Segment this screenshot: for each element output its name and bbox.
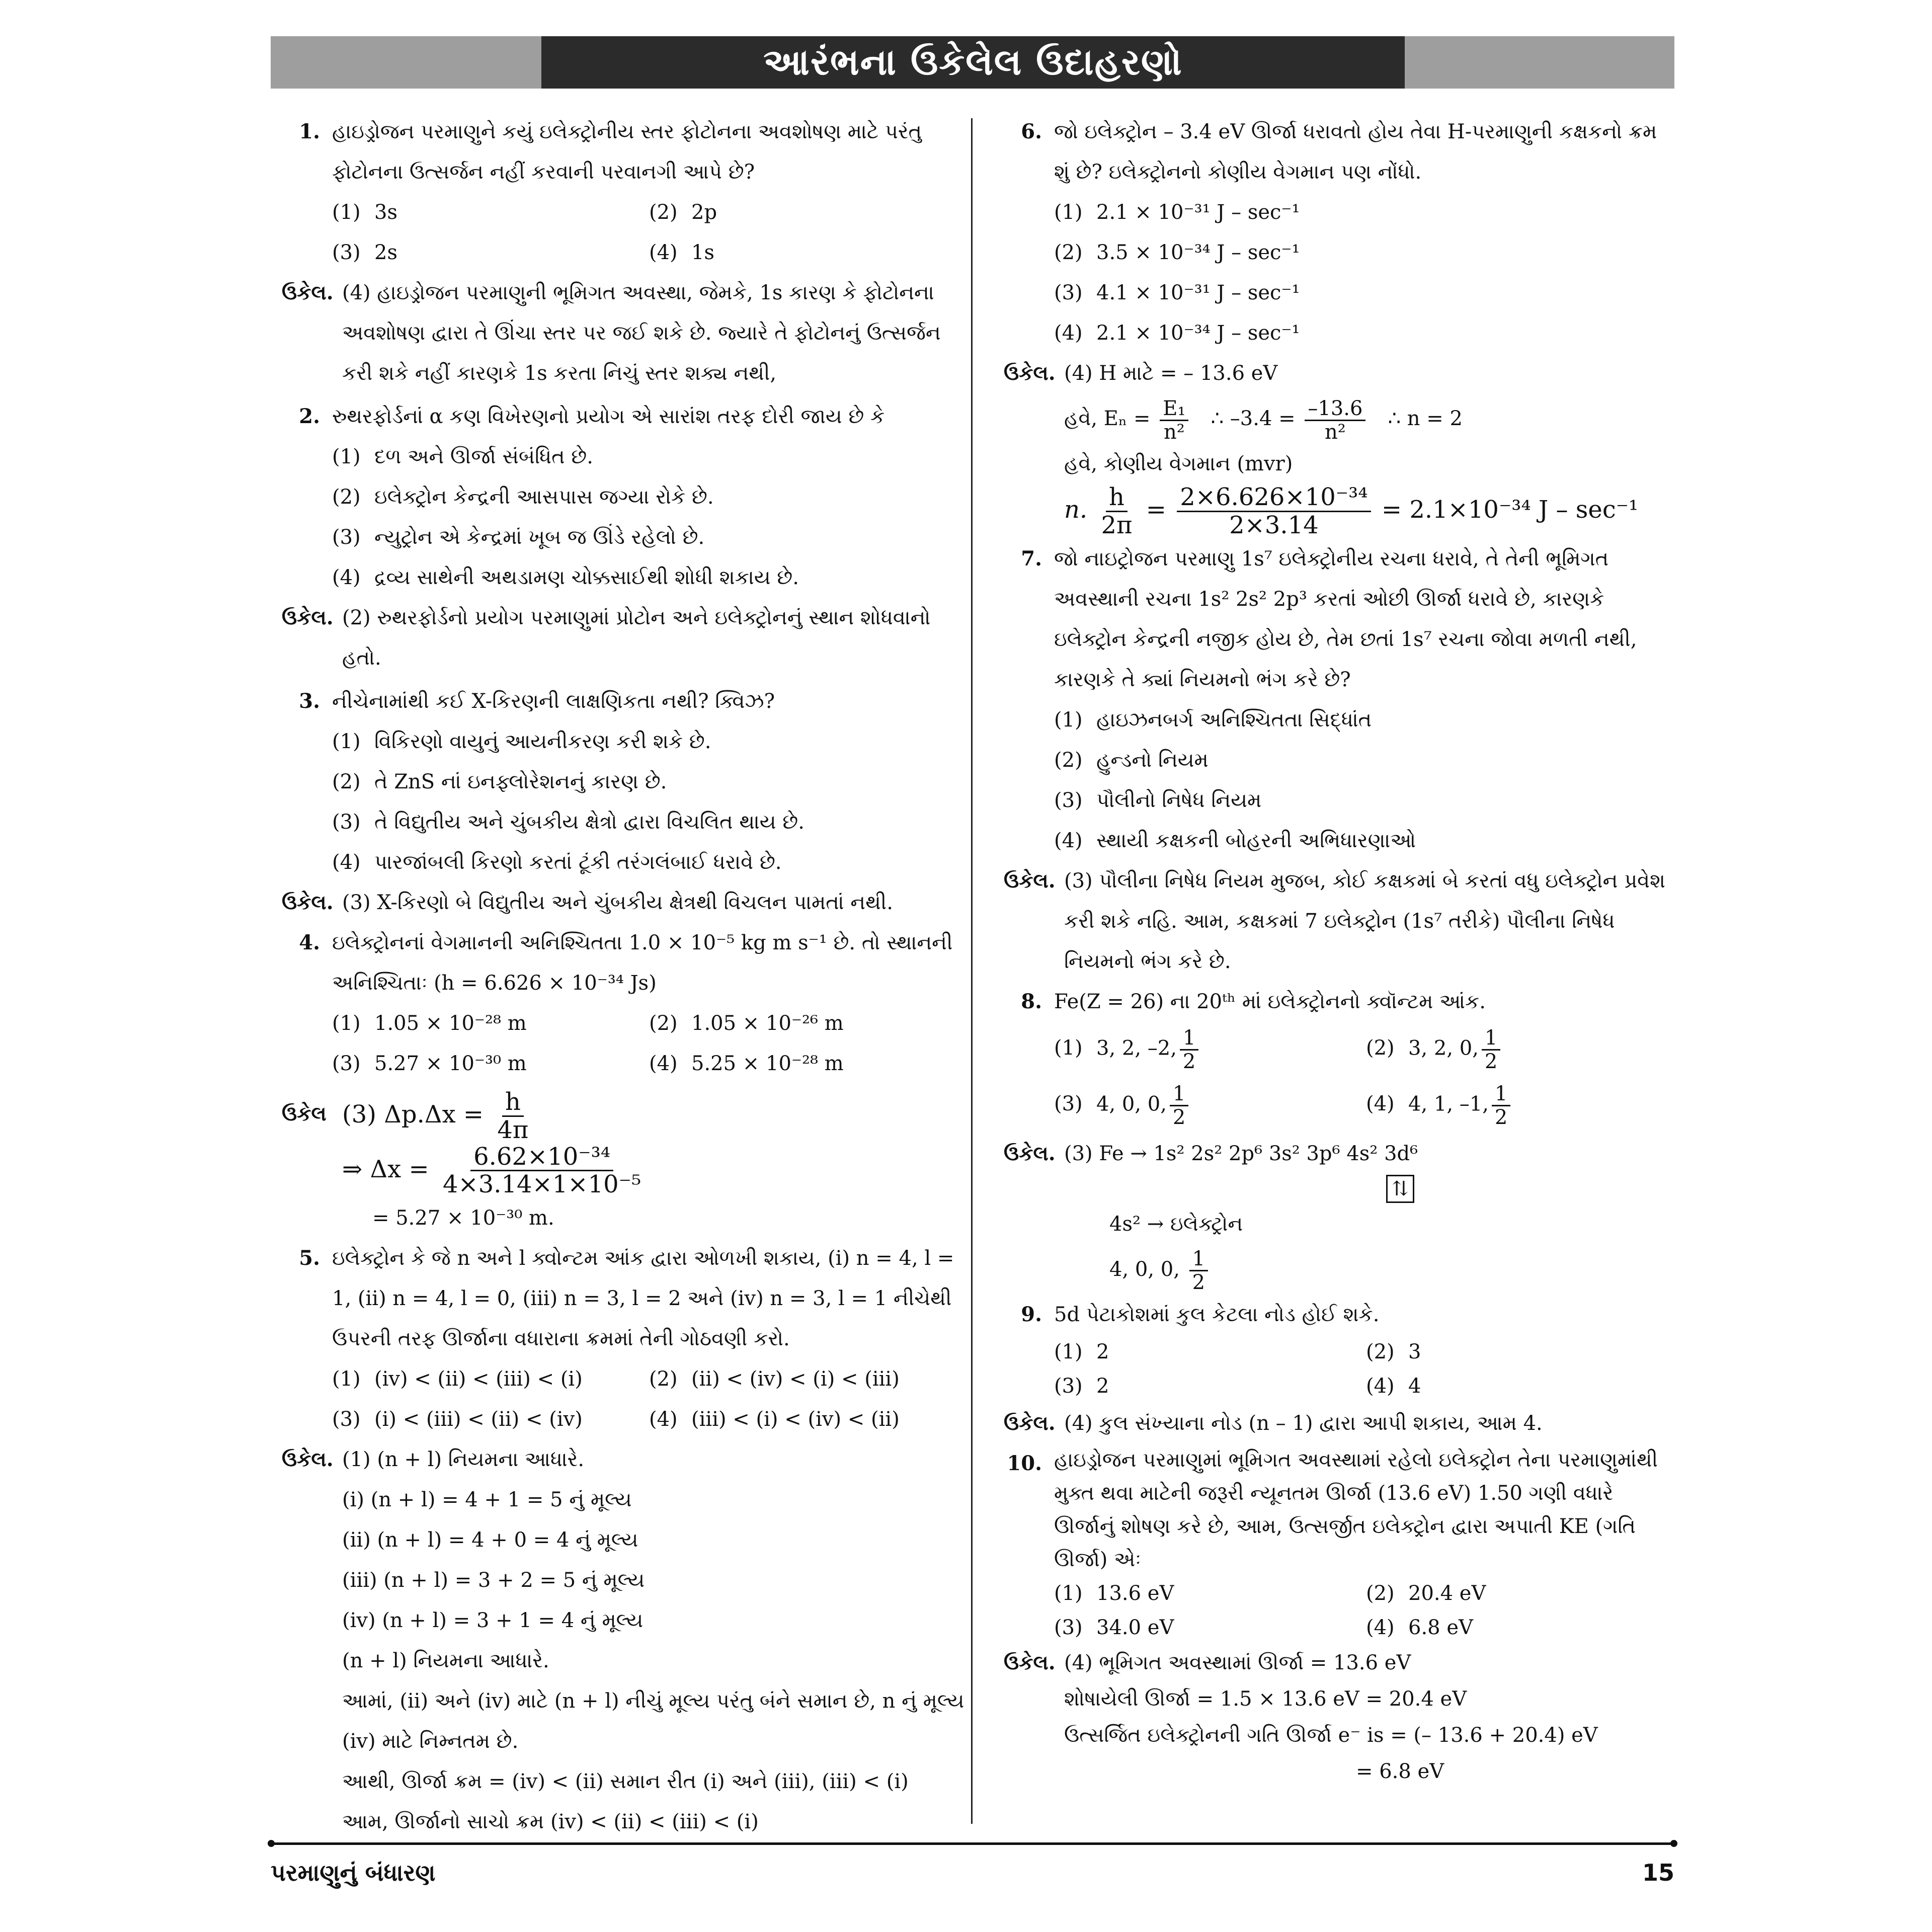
option: (2) 3	[1366, 1340, 1421, 1363]
option: (2) ઇલેક્ટ્રોન કેન્દ્રની આસપાસ જગ્યા રોકે છે.	[332, 486, 714, 509]
question-5-options	[332, 1359, 966, 1439]
fraction: $\frac{\text{E₁}}{\text{n²}}$	[1160, 397, 1188, 443]
question-10-options	[1054, 1576, 1678, 1645]
question-9-options	[1054, 1335, 1678, 1403]
option: (2) 1.05 × 10⁻²⁶ m	[649, 1012, 844, 1035]
equation: ⇒ Δx = $\frac{\text{6.62×10⁻³⁴}}{\text{4×3.14×1×10⁻⁵}}$	[342, 1144, 966, 1198]
question-6-options	[1054, 192, 1678, 353]
option: (1) 3s	[332, 201, 397, 224]
option: (3) 4, 0, 0, $\frac{1}{2}$	[1054, 1078, 1366, 1134]
option: (3) 5.27 × 10⁻³⁰ m	[332, 1052, 527, 1075]
option: (2) હુન્ડનો નિયમ	[1054, 748, 1209, 772]
option: (1) દળ અને ઊર્જા સંબંધિત છે.	[332, 445, 593, 468]
solution-2: ઉકેલ. (2) રુથરફોર્ડનો પ્રયોગ પરમાણુમાં પ્રોટોન અને ઇલેક્ટ્રોનનું સ્થાન શોધવાનો હતો.	[282, 606, 931, 670]
option: (1) (iv) < (ii) < (iii) < (i)	[332, 1367, 583, 1391]
option: (4) 2.1 × 10⁻³⁴ J – sec⁻¹	[1054, 321, 1300, 345]
page-number: 15	[1642, 1859, 1674, 1886]
solution-10: ઉકેલ. (4) ભૂમિગત અવસ્થામાં ઊર્જા = 13.6 eV શોષાયેલી ઊર્જા = 1.5 × 13.6 eV = 20.4 eV ઉત્સર્જિત ઇલેક્ટ્રોનની ગતિ ઊર્જા e⁻ is = (– 13.6 + 20.4) eV = 6.8 eV	[1004, 1650, 1598, 1783]
solution-6: ઉકેલ. (4) H માટે = – 13.6 eV હવે, Eₙ = $\frac{\text{E₁}}{\text{n²}}$ ∴ –3.4 = $\frac{-13.6}{\text{n²}}$ ∴ n = 2 હવે, કોણીય વેગમાન (mvr) n. $\frac{h}{2\pi}$ = $\frac{\text{2×6.626×10⁻³⁴}}{2\times 3.14}$ = 2.1×10⁻³⁴ J – sec⁻¹	[1004, 353, 1678, 539]
fraction: $\frac{1}{2}$	[1189, 1248, 1208, 1294]
orbital-box: ⇅	[1386, 1175, 1414, 1203]
question-8: 8. Fe(Z = 26) ના 20ᵗʰ માં ઇલેક્ટ્રોનનો ક્વૉન્ટમ આંક.	[1021, 989, 1486, 1013]
option: (1) 3, 2, –2, $\frac{1}{2}$	[1054, 1022, 1366, 1078]
solution-9: ઉકેલ. (4) કુલ સંખ્યાના નોડ (n – 1) દ્વારા આપી શકાય, આમ 4.	[1004, 1411, 1543, 1435]
question-1: 1. હાઇડ્રોજન પરમાણુને કયું ઇલેક્ટ્રોનીય સ્તર ફોટોનના અવશોષણ માટે પરંતુ ફોટોનના ઉત્સર્જન નહીં કરવાની પરવાનગી આપે છે?	[299, 120, 922, 184]
option: (2) 20.4 eV	[1366, 1581, 1486, 1605]
fraction: $\frac{-13.6}{\text{n²}}$	[1305, 397, 1365, 443]
equation: (3) Δp.Δx = $\frac{h}{4\pi}$	[342, 1089, 966, 1144]
fraction: $\frac{\text{2×6.626×10⁻³⁴}}{2\times 3.14}$	[1177, 484, 1371, 539]
option: (3) ન્યુટ્રોન એ કેન્દ્રમાં ખૂબ જ ઊંડે રહેલો છે.	[332, 526, 705, 549]
option: (1) વિકિરણો વાયુનું આયનીકરણ કરી શકે છે.	[332, 730, 711, 753]
option: (4) (iii) < (i) < (iv) < (ii)	[649, 1408, 900, 1431]
solution-7: ઉકેલ. (3) પૌલીના નિષેધ નિયમ મુજબ, કોઈ કક્ષકમાં બે કરતાં વધુ ઇલેક્ટ્રોન પ્રવેશ કરી શકે નહિ. આમ, કક્ષકમાં 7 ઇલેક્ટ્રોન (1s⁷ તરીકે) પૌલીના નિષેધ નિયમનો ભંગ કરે છે.	[1004, 868, 1665, 973]
footer-rule-dot-right	[1670, 1840, 1677, 1847]
option: (3) (i) < (iii) < (ii) < (iv)	[332, 1408, 583, 1431]
option: (3) 2	[1054, 1374, 1109, 1398]
option: (1) 13.6 eV	[1054, 1581, 1174, 1605]
option: (2) 3.5 × 10⁻³⁴ J – sec⁻¹	[1054, 241, 1300, 264]
option: (2) 2p	[649, 201, 717, 224]
option: (2) તે ZnS નાં ઇનફ્લોરેશનનું કારણ છે.	[332, 770, 667, 793]
page-title: આરંભના ઉકેલેલ ઉદાહરણો	[541, 36, 1405, 89]
question-2: 2. રુથરફોર્ડનાં α કણ વિખેરણનો પ્રયોગ એ સારાંશ તરફ દોરી જાય છે કે	[299, 405, 885, 428]
option: (4) 5.25 × 10⁻²⁸ m	[649, 1052, 844, 1075]
question-7-options	[1054, 700, 1678, 861]
equation: હવે, Eₙ = $\frac{\text{E₁}}{\text{n²}}$ ∴ –3.4 = $\frac{-13.6}{\text{n²}}$ ∴ n = 2	[1064, 396, 1463, 444]
question-1-options	[332, 192, 966, 273]
option: (2) 3, 2, 0, $\frac{1}{2}$	[1366, 1022, 1678, 1078]
option: (1) 1.05 × 10⁻²⁸ m	[332, 1012, 527, 1035]
question-4: 4. ઇલેક્ટ્રોનનાં વેગમાનની અનિશ્ચિતતા 1.0 × 10⁻⁵ kg m s⁻¹ છે. તો સ્થાનની અનિશ્ચિતાઃ (h = 6.626 × 10⁻³⁴ Js)	[299, 931, 953, 995]
option: (4) 4	[1366, 1374, 1421, 1398]
question-3: 3. નીચેનામાંથી કઈ X-કિરણની લાક્ષણિકતા નથી? ક્વિઝ?	[299, 689, 775, 713]
option: (1) 2.1 × 10⁻³¹ J – sec⁻¹	[1054, 201, 1300, 224]
equation: n. $\frac{h}{2\pi}$ = $\frac{\text{2×6.626×10⁻³⁴}}{2\times 3.14}$ = 2.1×10⁻³⁴ J – sec⁻¹	[1064, 483, 1639, 539]
option: (3) પૌલીનો નિષેધ નિયમ	[1054, 788, 1262, 812]
option: (4) 4, 1, –1, $\frac{1}{2}$	[1366, 1078, 1678, 1134]
option: (4) પારજાંબલી કિરણો કરતાં ટૂંકી તરંગલંબાઈ ધરાવે છે.	[332, 851, 782, 874]
option: (3) 2s	[332, 241, 397, 264]
question-7: 7. જો નાઇટ્રોજન પરમાણુ 1s⁷ ઇલેક્ટ્રોનીય રચના ધરાવે, તે તેની ભૂમિગત અવસ્થાની રચના 1s² 2s² 2p³ કરતાં ઓછી ઊર્જા ધરાવે છે, કારણકે ઇલેક્ટ્રોન કેન્દ્રની નજીક હોય છે, તેમ છતાં 1s⁷ રચના જોવા મળતી નથી, કારણકે તે ક્યાં નિયમનો ભંગ કરે છે?	[1021, 546, 1637, 691]
footer-rule	[271, 1842, 1674, 1845]
option: (2) (ii) < (iv) < (i) < (iii)	[649, 1367, 900, 1391]
chapter-name: પરમાણુનું બંધારણ	[271, 1859, 436, 1886]
column-divider	[971, 118, 973, 1824]
option: (4) 6.8 eV	[1366, 1616, 1473, 1639]
option: (4) સ્થાયી કક્ષકની બોહરની અભિધારણાઓ	[1054, 829, 1416, 852]
option: (4) દ્રવ્ય સાથેની અથડામણ ચોક્કસાઈથી શોધી શકાય છે.	[332, 566, 799, 589]
solution-4: ઉકેલ (3) Δp.Δx = $\frac{h}{4\pi}$ ⇒ Δx = $\frac{\text{6.62×10⁻³⁴}}{\text{4×3.14×1×10⁻⁵}}$ = 5.27 × 10⁻³⁰ m.	[282, 1089, 966, 1238]
option: (3) તે વિદ્યુતીય અને ચુંબકીય ક્ષેત્રો દ્વારા વિચલિત થાય છે.	[332, 811, 804, 834]
footer-rule-dot-left	[268, 1840, 275, 1847]
question-3-options	[332, 721, 966, 882]
question-2-options	[332, 437, 966, 598]
fraction: $\frac{h}{4\pi}$	[497, 1088, 529, 1144]
option: (1) હાઇઝનબર્ગ અનિશ્ચિતતા સિદ્ધાંત	[1054, 708, 1372, 732]
question-5: 5. ઇલેક્ટ્રોન કે જે n અને l ક્વોન્ટમ આંક દ્વારા ઓળખી શકાય, (i) n = 4, l = 1, (ii) n = 4, l = 0, (iii) n = 3, l = 2 અને (iv) n = 3, l = 1 નીચેથી ઉપરની તરફ ઊર્જાના વધારાના ક્રમમાં તેની ગોઠવણી કરો.	[299, 1246, 954, 1351]
equation: = 5.27 × 10⁻³⁰ m.	[372, 1206, 554, 1230]
equation: 4, 0, 0, $\frac{1}{2}$	[1109, 1244, 1678, 1295]
question-10: 10. હાઇડ્રોજન પરમાણુમાં ભૂમિગત અવસ્થામાં રહેલો ઇલેક્ટ્રોન તેના પરમાણુમાંથી મુક્ત થવા માટેની જરૂરી ન્યૂનતમ ઊર્જા (13.6 eV) 1.50 ગણી વધારે ઊર્જાનું શોષણ કરે છે, આમ, ઉત્સર્જીત ઇલેક્ટ્રોન દ્વારા અપાતી KE (ગતિ ઊર્જા) એઃ	[1007, 1448, 1658, 1571]
right-column	[1004, 112, 1678, 1790]
question-4-options	[332, 1003, 966, 1084]
option: (4) 1s	[649, 241, 714, 264]
option: (3) 4.1 × 10⁻³¹ J – sec⁻¹	[1054, 281, 1300, 304]
option: (1) 2	[1054, 1340, 1109, 1363]
fraction: $\frac{\text{6.62×10⁻³⁴}}{\text{4×3.14×1×10⁻⁵}}$	[442, 1142, 641, 1199]
fraction: $\frac{h}{2\pi}$	[1101, 483, 1133, 539]
option: (3) 34.0 eV	[1054, 1616, 1174, 1639]
solution-5: ઉકેલ. (1) (n + l) નિયમના આધારે. (i) (n + l) = 4 + 1 = 5 નું મૂલ્ય (ii) (n + l) = 4 + 0 = 4 નું મૂલ્ય (iii) (n + l) = 3 + 2 = 5 નું મૂલ્ય (iv) (n + l) = 3 + 1 = 4 નું મૂલ્ય (n + l) નિયમના આધારે. આમાં, (ii) અને (iv) માટે (n + l) નીચું મૂલ્ય પરંતુ બંને સમાન છે, n નું મૂલ્ય (iv) માટે નિમ્નતમ છે. આથી, ઊર્જા ક્રમ = (iv) < (ii) સમાન રીત (i) અને (iii), (iii) < (i) આમ, ઊર્જાનો સાચો ક્રમ (iv) < (ii) < (iii) < (i)	[282, 1447, 964, 1834]
question-8-options	[1054, 1022, 1678, 1134]
solution-3: ઉકેલ. (3) X-કિરણો બે વિદ્યુતીય અને ચુંબકીય ક્ષેત્રથી વિચલન પામતાં નથી.	[282, 891, 893, 914]
question-9: 9. 5d પેટાકોશમાં કુલ કેટલા નોડ હોઈ શકે.	[1021, 1302, 1380, 1326]
question-6: 6. જો ઇલેક્ટ્રોન – 3.4 eV ઊર્જા ધરાવતો હોય તેવા H-પરમાણુની કક્ષકનો ક્રમ શું છે? ઇલેક્ટ્રોનનો કોણીય વેગમાન પણ નોંધો.	[1021, 120, 1657, 184]
left-column	[282, 112, 966, 1842]
solution-8: ઉકેલ. (3) Fe → 1s² 2s² 2p⁶ 3s² 3p⁶ 4s² 3d⁶ ⇅ 4s² → ઇલેક્ટ્રોન 4, 0, 0, $\frac{1}{2}$	[1004, 1134, 1678, 1295]
solution-1: ઉકેલ. (4) હાઇડ્રોજન પરમાણુની ભૂમિગત અવસ્થા, જેમકે, 1s કારણ કે ફોટોનના અવશોષણ દ્વારા તે ઊંચા સ્તર પર જઈ શકે છે. જ્યારે તે ફોટોનનું ઉત્સર્જન કરી શકે નહીં કારણકે 1s કરતા નિચું સ્તર શક્ય નથી,	[282, 281, 941, 385]
